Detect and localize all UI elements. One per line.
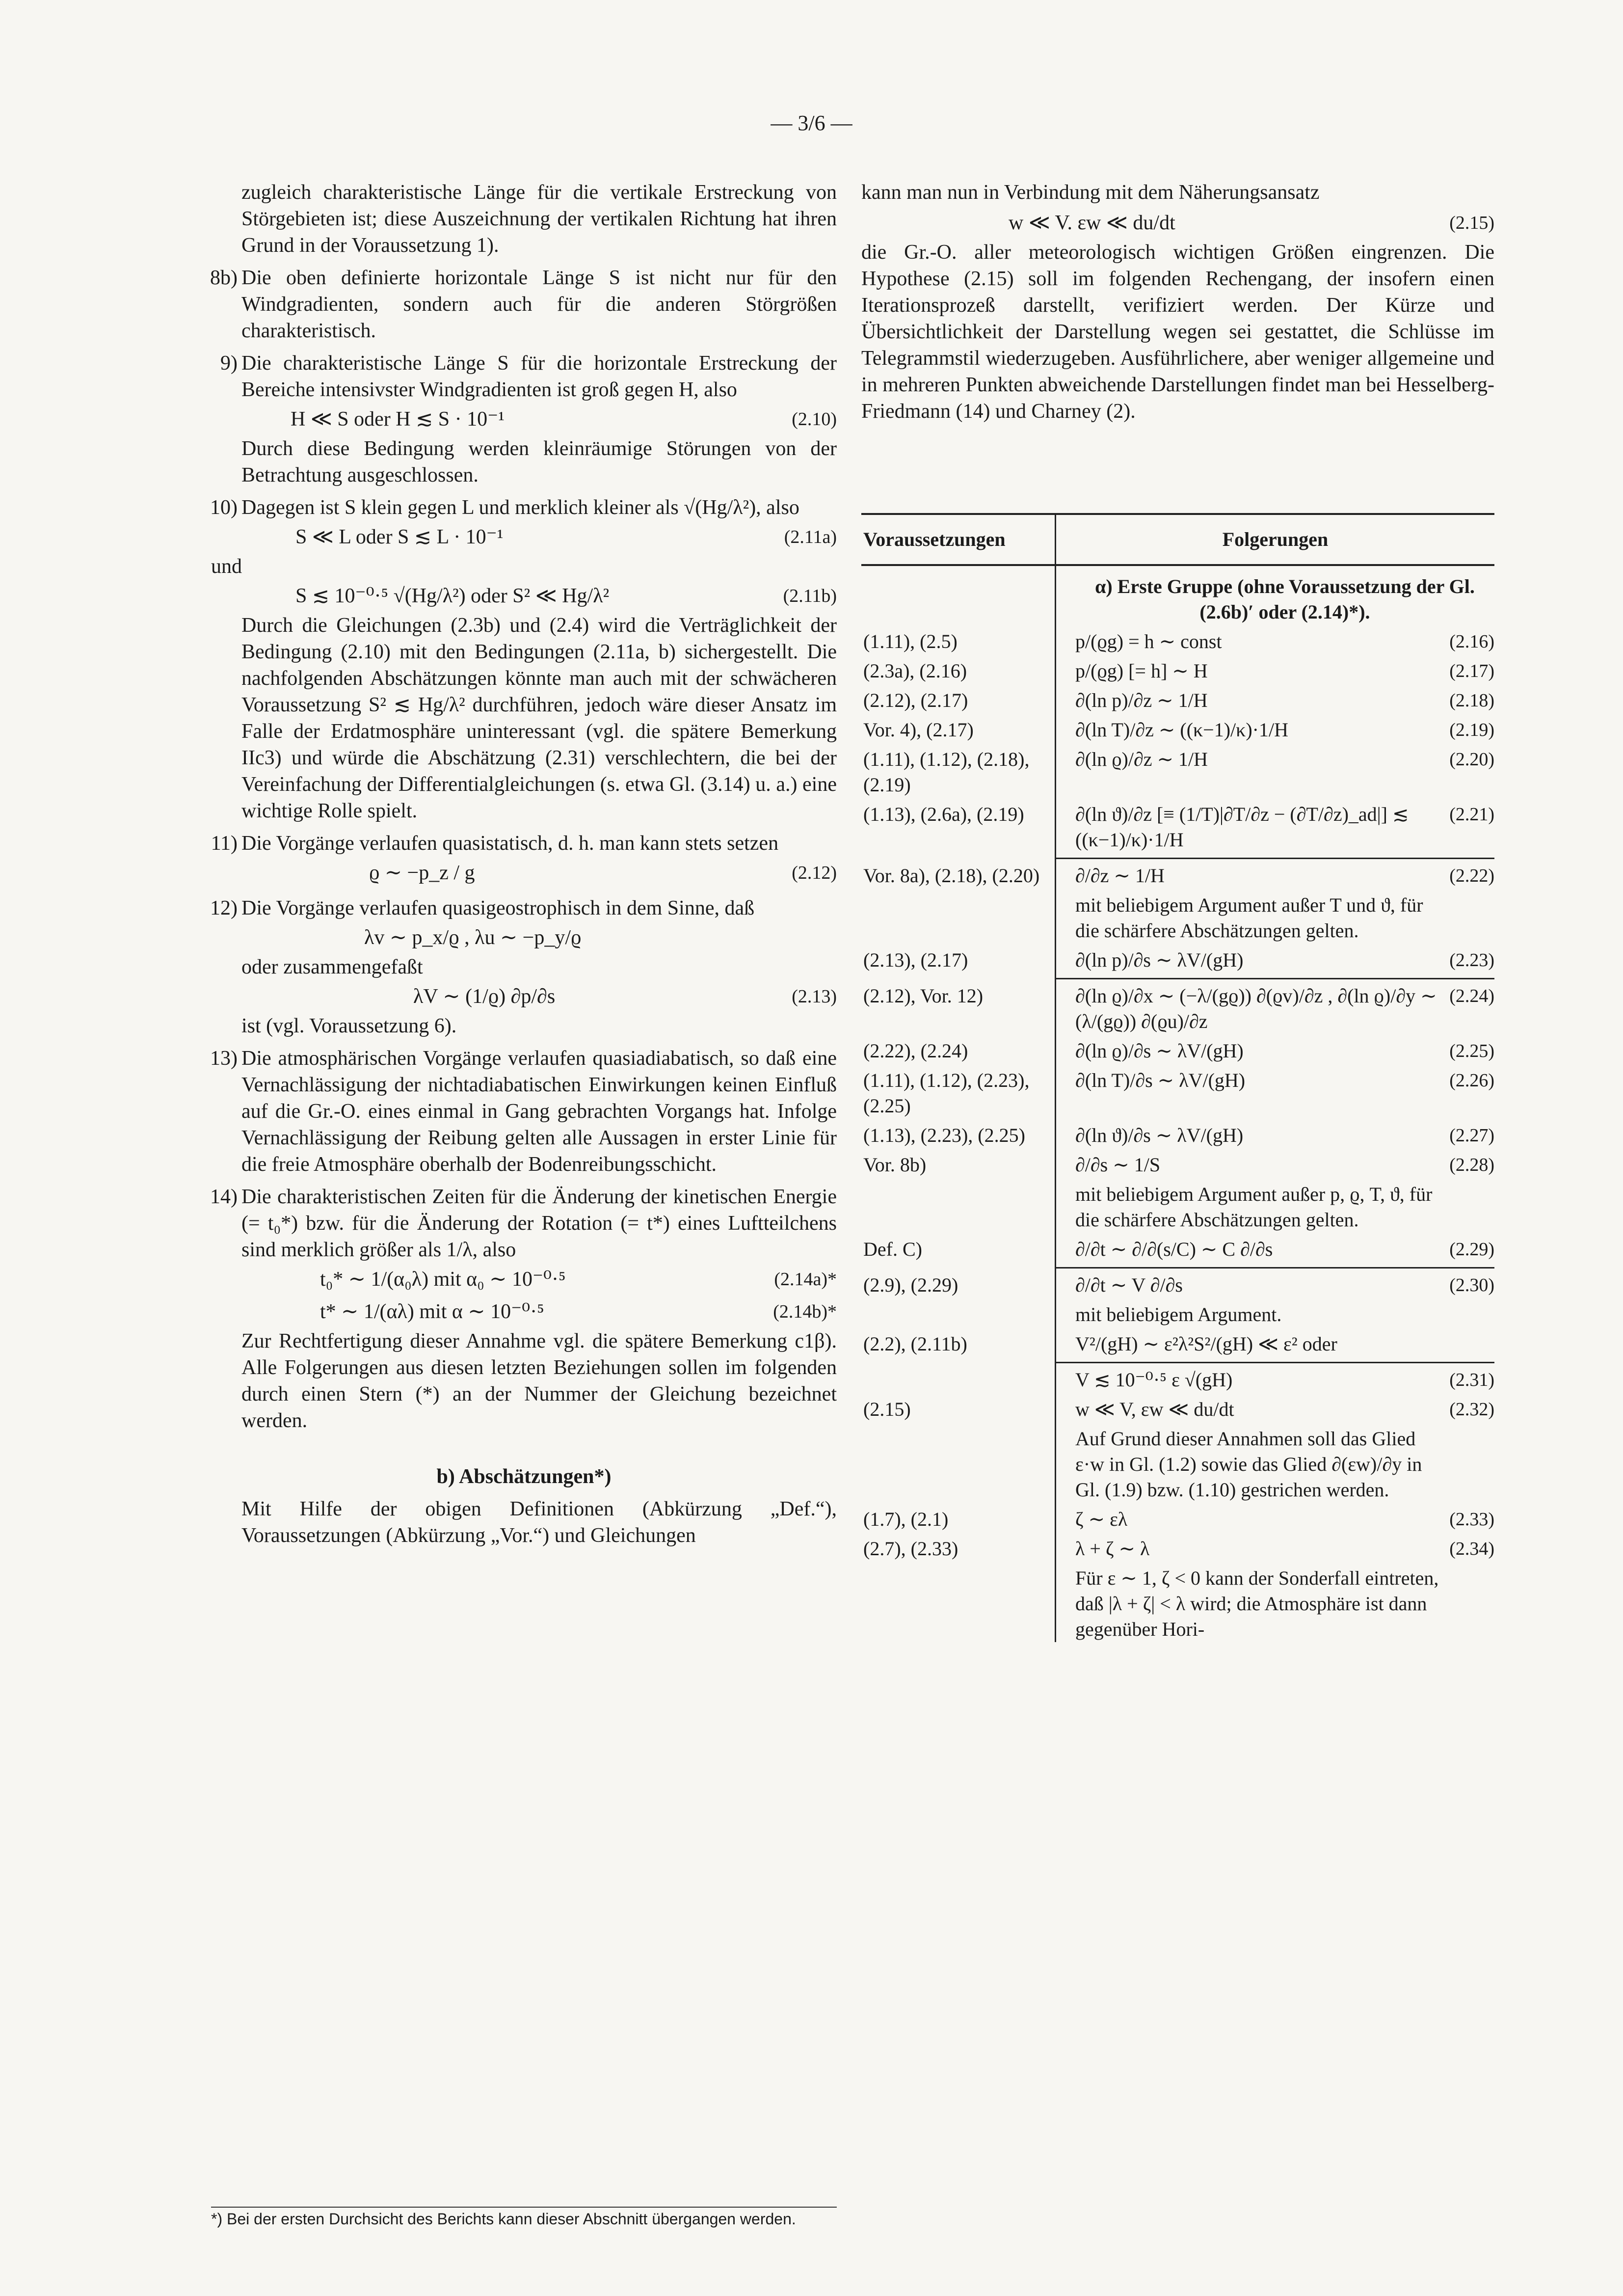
premise-cell: (2.9), (2.29) bbox=[863, 1274, 958, 1296]
equation-number: (2.24) bbox=[1449, 986, 1494, 1006]
equation-2-14b bbox=[241, 1296, 837, 1328]
equation-number: (2.23) bbox=[1449, 950, 1494, 971]
item-14 bbox=[211, 1184, 837, 1434]
conclusion-cell bbox=[1055, 1331, 1494, 1357]
item-number: 8b) bbox=[210, 267, 238, 289]
premise-cell bbox=[861, 1302, 1055, 1327]
table-row bbox=[861, 1397, 1494, 1422]
item-10 bbox=[211, 494, 837, 824]
equation-2-11b bbox=[241, 580, 837, 612]
equation-expression: S ≪ L oder S ≲ L · 10⁻¹ bbox=[295, 526, 504, 548]
section-heading: b) Abschätzungen*) bbox=[436, 1465, 612, 1488]
conclusion-cell bbox=[1055, 1426, 1494, 1503]
equation-number: (2.33) bbox=[1449, 1509, 1494, 1530]
table-row bbox=[861, 983, 1494, 1034]
table-row bbox=[861, 747, 1494, 798]
equation-number: (2.21) bbox=[1449, 804, 1494, 825]
conclusion-expression: V²/(gH) ∼ ε²λ²S²/(gH) ≪ ε² oder bbox=[1075, 1333, 1337, 1355]
equation-expression: λV ∼ (1/ϱ) ∂p/∂s bbox=[413, 985, 556, 1008]
item-number: 11) bbox=[211, 832, 238, 855]
conclusion-expression: ∂/∂t ∼ ∂/∂(s/C) ∼ C ∂/∂s bbox=[1075, 1238, 1273, 1260]
equation-number: (2.14a)* bbox=[774, 1269, 837, 1290]
equation-number: (2.31) bbox=[1449, 1370, 1494, 1390]
conclusion-expression: Auf Grund dieser Annahmen soll das Glied ε·w in Gl. (1.2) sowie das Glied ∂(εw)/∂y in Gl. (1.9) bzw. (1.10) gestrichen werden. bbox=[1075, 1428, 1422, 1501]
conclusion-expression: w ≪ V, εw ≪ du/dt bbox=[1075, 1398, 1234, 1420]
paragraph: kann man nun in Verbindung mit dem Näherungsansatz bbox=[861, 181, 1320, 204]
estimates-table bbox=[861, 513, 1494, 1642]
paragraph: die Gr.-O. aller meteorologisch wichtigen Größen eingrenzen. Die Hypothese (2.15) soll im folgenden Rechengang, der insofern einen Iterationsprozeß darstellt, verifiziert werden. Der Kürze und Übersichtlichkeit der Darstellung wegen sei gestattet, die Schlüsse im Telegrammstil wiederzugeben. Ausführlichere, aber weniger allgemeine und in mehreren Punkten abweichende Darstellungen findet man bei Hesselberg-Friedmann (14) und Charney (2). bbox=[861, 241, 1494, 423]
conclusion-expression: ∂(ln ϑ)/∂s ∼ λV/(gH) bbox=[1075, 1124, 1244, 1146]
conclusion-cell bbox=[1055, 1068, 1494, 1119]
equation-number: (2.20) bbox=[1449, 749, 1494, 770]
group-title: α) Erste Gruppe (ohne Voraussetzung der Gl. (2.6b)′ oder (2.14)*). bbox=[1095, 575, 1475, 623]
table-row bbox=[861, 1068, 1494, 1119]
item-13 bbox=[211, 1045, 837, 1178]
conclusion-expression: p/(ϱg) = h ∼ const bbox=[1075, 630, 1222, 652]
conclusion-expression: mit beliebigem Argument außer p, ϱ, T, ϑ, für die schärfere Abschätzungen gelten. bbox=[1075, 1183, 1433, 1231]
table-row-rule bbox=[1055, 978, 1494, 979]
premise-cell: (1.7), (2.1) bbox=[863, 1508, 949, 1530]
item-text: Die charakteristische Länge S für die horizontale Erstreckung der Bereiche intensivster Windgradienten ist groß gegen H, also bbox=[241, 352, 837, 401]
premise-cell: Vor. 4), (2.17) bbox=[863, 719, 974, 741]
equation-number: (2.10) bbox=[792, 409, 837, 430]
conclusion-expression: λ + ζ ∼ λ bbox=[1075, 1538, 1150, 1560]
premise-cell bbox=[861, 892, 1055, 944]
table-row-rule bbox=[1055, 1267, 1494, 1269]
conclusion-expression: ∂(ln p)/∂z ∼ 1/H bbox=[1075, 689, 1208, 711]
conclusion-expression: ∂/∂t ∼ V ∂/∂s bbox=[1075, 1274, 1183, 1296]
premise-cell: (1.13), (2.6a), (2.19) bbox=[863, 803, 1024, 825]
item-text: Die Vorgänge verlaufen quasigeostrophisch in dem Sinne, daß bbox=[241, 897, 755, 919]
conclusion-expression: Für ε ∼ 1, ζ < 0 kann der Sonderfall eintreten, daß |λ + ζ| < λ wird; die Atmosphäre ist dann gegenüber Hori- bbox=[1075, 1567, 1439, 1640]
conclusion-cell bbox=[1055, 1507, 1494, 1532]
premise-cell: (1.11), (2.5) bbox=[863, 630, 958, 652]
table-row bbox=[861, 1566, 1494, 1642]
conclusion-cell bbox=[1055, 1397, 1494, 1422]
section-paragraph: Mit Hilfe der obigen Definitionen (Abkürzung „Def.“), Voraussetzungen (Abkürzung „Vor.“) und Gleichungen bbox=[241, 1498, 837, 1547]
conclusion-cell bbox=[1055, 983, 1494, 1034]
premise-cell bbox=[861, 1367, 1055, 1393]
conclusion-expression: ∂/∂s ∼ 1/S bbox=[1075, 1154, 1161, 1176]
item-12 bbox=[211, 895, 837, 1039]
empty-cell bbox=[861, 574, 1055, 625]
equation-number: (2.28) bbox=[1449, 1155, 1494, 1175]
column-header-voraussetzungen: Voraussetzungen bbox=[861, 515, 1056, 564]
table-row bbox=[861, 629, 1494, 654]
equation-2-10 bbox=[241, 403, 837, 435]
item-number: 14) bbox=[210, 1186, 238, 1208]
item-9 bbox=[211, 350, 837, 488]
conclusion-expression: ∂(ln p)/∂s ∼ λV/(gH) bbox=[1075, 949, 1244, 971]
table-row bbox=[861, 947, 1494, 973]
conclusion-cell bbox=[1055, 1237, 1494, 1262]
equation-expression: ϱ ∼ −p_z / g bbox=[369, 862, 475, 884]
equation-expression: w ≪ V. εw ≪ du/dt bbox=[1009, 212, 1175, 234]
premise-cell: (2.7), (2.33) bbox=[863, 1538, 958, 1560]
premise-cell: (2.2), (2.11b) bbox=[863, 1333, 967, 1355]
item-number: 13) bbox=[210, 1047, 238, 1070]
premise-cell: (1.11), (1.12), (2.23), (2.25) bbox=[863, 1069, 1030, 1117]
intro-paragraph: zugleich charakteristische Länge für die vertikale Erstreckung von Störgebieten ist; diese Auszeichnung der vertikalen Richtung hat ihren Grund in der Voraussetzung 1). bbox=[241, 181, 837, 257]
equation-number: (2.22) bbox=[1449, 865, 1494, 886]
table-row bbox=[861, 1302, 1494, 1327]
table-row bbox=[861, 1038, 1494, 1064]
und-label: und bbox=[211, 555, 242, 578]
equation-expression: S ≲ 10⁻⁰·⁵ √(Hg/λ²) oder S² ≪ Hg/λ² bbox=[295, 585, 610, 607]
conclusion-cell bbox=[1055, 717, 1494, 743]
premise-cell: (2.12), (2.17) bbox=[863, 689, 968, 711]
conclusion-expression: ∂(ln ϑ)/∂z [≡ (1/T)|∂T/∂z − (∂T/∂z)_ad|] ≲ ((κ−1)/κ)·1/H bbox=[1075, 803, 1409, 851]
conclusion-cell bbox=[1055, 1152, 1494, 1178]
table-row-rule bbox=[1055, 1362, 1494, 1363]
conclusion-expression: mit beliebigem Argument außer T und ϑ, für die schärfere Abschätzungen gelten. bbox=[1075, 894, 1423, 942]
conclusion-cell bbox=[1055, 688, 1494, 713]
column-header-folgerungen: Folgerungen bbox=[1222, 528, 1329, 550]
item-text: Durch die Gleichungen (2.3b) und (2.4) wird die Verträglichkeit der Bedingung (2.10) mit den Bedingungen (2.11a, b) sichergestellt. Die nachfolgenden Abschätzungen könnte man auch mit der schwächeren Voraussetzung S² ≲ Hg/λ² durchführen, jedoch wäre dieser Ansatz im Falle der Erdatmosphäre uninteressant (vgl. die spätere Bemerkung IIc3) und würde die Abschätzung (2.31) verschlechtern, die bei der Vereinfachung der Differentialgleichungen (s. etwa Gl. (3.14) u. a.) eine wichtige Rolle spielt. bbox=[241, 614, 837, 822]
conclusion-expression: ζ ∼ ελ bbox=[1075, 1508, 1128, 1530]
equation-expression: t* ∼ 1/(αλ) mit α ∼ 10⁻⁰·⁵ bbox=[320, 1300, 544, 1323]
conclusion-expression: ∂/∂z ∼ 1/H bbox=[1075, 864, 1165, 887]
equation-2-12 bbox=[241, 857, 837, 889]
conclusion-cell bbox=[1055, 1038, 1494, 1064]
equation-2-14a bbox=[241, 1263, 837, 1296]
equation-number: (2.12) bbox=[792, 863, 837, 883]
table-row bbox=[861, 892, 1494, 944]
conclusion-cell bbox=[1055, 802, 1494, 853]
equation-number: (2.17) bbox=[1449, 661, 1494, 681]
item-text: Die oben definierte horizontale Länge S ist nicht nur für den Windgradienten, sondern auch für die anderen Störgrößen charakteristisch. bbox=[241, 267, 837, 342]
premise-cell bbox=[861, 1566, 1055, 1642]
table-row bbox=[861, 863, 1494, 889]
conclusion-cell bbox=[1055, 892, 1494, 944]
premise-cell: (2.13), (2.17) bbox=[863, 949, 968, 971]
table-row bbox=[861, 1507, 1494, 1532]
table-row bbox=[861, 1331, 1494, 1357]
conclusion-expression: ∂(ln ϱ)/∂x ∼ (−λ/(gϱ)) ∂(ϱv)/∂z , ∂(ln ϱ)/∂y ∼ (λ/(gϱ)) ∂(ϱu)/∂z bbox=[1075, 985, 1437, 1032]
equation-number: (2.18) bbox=[1449, 690, 1494, 711]
equation-number: (2.15) bbox=[1449, 213, 1494, 233]
premise-cell: (1.13), (2.23), (2.25) bbox=[863, 1124, 1025, 1146]
item-8b bbox=[211, 265, 837, 344]
item-text: Durch diese Bedingung werden kleinräumige Störungen von der Betrachtung ausgeschlossen. bbox=[241, 437, 837, 486]
table-row bbox=[861, 688, 1494, 713]
item-number: 12) bbox=[210, 897, 238, 919]
table-row bbox=[861, 658, 1494, 684]
page-number: — 3/6 — bbox=[771, 111, 852, 135]
table-row bbox=[861, 1237, 1494, 1262]
conclusion-cell bbox=[1055, 947, 1494, 973]
table-row bbox=[861, 717, 1494, 743]
equation-number: (2.30) bbox=[1449, 1275, 1494, 1296]
item-text: oder zusammengefaßt bbox=[241, 956, 423, 978]
conclusion-expression: ∂(ln T)/∂s ∼ λV/(gH) bbox=[1075, 1069, 1246, 1091]
equation-number: (2.29) bbox=[1449, 1239, 1494, 1260]
item-text: Die atmosphärischen Vorgänge verlaufen quasiadiabatisch, so daß eine Vernachlässigung der nichtadiabatischen Einwirkungen keinen Einfluß auf die Gr.-O. eines einmal in Gang gebrachten Vorgangs hat. Infolge Vernachlässigung der Reibung gelten alle Aussagen in erster Linie für die freie Atmosphäre oberhalb der Bodenreibungsschicht. bbox=[241, 1047, 837, 1176]
table-row bbox=[861, 1152, 1494, 1178]
premise-cell: Vor. 8b) bbox=[863, 1154, 927, 1176]
conclusion-cell bbox=[1055, 1367, 1494, 1393]
conclusion-cell bbox=[1055, 1123, 1494, 1148]
premise-cell: (2.12), Vor. 12) bbox=[863, 985, 984, 1007]
equation-number: (2.14b)* bbox=[773, 1301, 837, 1322]
conclusion-expression: mit beliebigem Argument. bbox=[1075, 1303, 1282, 1325]
conclusion-cell bbox=[1055, 1302, 1494, 1327]
equation-number: (2.25) bbox=[1449, 1041, 1494, 1061]
premise-cell: (1.11), (1.12), (2.18), (2.19) bbox=[863, 748, 1030, 796]
table-row bbox=[861, 1367, 1494, 1393]
conclusion-cell bbox=[1055, 658, 1494, 684]
equation-number: (2.19) bbox=[1449, 720, 1494, 740]
equation-expression: H ≪ S oder H ≲ S · 10⁻¹ bbox=[291, 408, 505, 431]
right-column bbox=[861, 179, 1494, 426]
conclusion-expression: ∂(ln ϱ)/∂z ∼ 1/H bbox=[1075, 748, 1208, 770]
table-header bbox=[861, 515, 1494, 566]
equation-number: (2.34) bbox=[1449, 1539, 1494, 1559]
equation-number: (2.11b) bbox=[783, 586, 837, 606]
item-text: Dagegen ist S klein gegen L und merklich kleiner als √(Hg/λ²), also bbox=[241, 496, 799, 519]
premise-cell: Vor. 8a), (2.18), (2.20) bbox=[863, 864, 1040, 887]
equation-expression: λv ∼ p_x/ϱ , λu ∼ −p_y/ϱ bbox=[364, 926, 582, 949]
conclusion-cell bbox=[1055, 1536, 1494, 1562]
equation-number: (2.26) bbox=[1449, 1070, 1494, 1091]
item-text: Die Vorgänge verlaufen quasistatisch, d. h. man kann stets setzen bbox=[241, 832, 779, 855]
conclusion-cell bbox=[1055, 1566, 1494, 1642]
equation-expression: t₀* ∼ 1/(α₀λ) mit α₀ ∼ 10⁻⁰·⁵ bbox=[320, 1268, 566, 1291]
conclusion-cell bbox=[1055, 863, 1494, 889]
conclusion-expression: ∂(ln ϱ)/∂s ∼ λV/(gH) bbox=[1075, 1040, 1244, 1062]
item-text: Zur Rechtfertigung dieser Annahme vgl. die spätere Bemerkung c1β). Alle Folgerungen aus diesen letzten Beziehungen sollen im folgenden durch einen Stern (*) an der Nummer der Gleichung bezeichnet werden. bbox=[241, 1330, 837, 1432]
table-row-rule bbox=[1055, 858, 1494, 859]
conclusion-expression: ∂(ln T)/∂z ∼ ((κ−1)/κ)·1/H bbox=[1075, 719, 1288, 741]
premise-cell: (2.22), (2.24) bbox=[863, 1040, 968, 1062]
equation-12-components bbox=[241, 921, 837, 954]
item-11 bbox=[211, 830, 837, 889]
premise-cell: Def. C) bbox=[863, 1238, 922, 1260]
footnote: *) Bei der ersten Durchsicht des Berichts kann dieser Abschnitt übergangen werden. bbox=[211, 2207, 837, 2228]
equation-number: (2.13) bbox=[792, 986, 837, 1007]
item-text: Die charakteristischen Zeiten für die Änderung der kinetischen Energie (= t₀*) bzw. für die Änderung der Rotation (= t*) eines Luftteilchens sind merklich größer als 1/λ, also bbox=[241, 1186, 837, 1261]
table-row bbox=[861, 1536, 1494, 1562]
conclusion-cell bbox=[1055, 1272, 1494, 1298]
equation-2-11a bbox=[241, 521, 837, 553]
equation-number: (2.16) bbox=[1449, 631, 1494, 652]
item-number: 10) bbox=[210, 496, 238, 519]
item-number: 9) bbox=[220, 352, 238, 375]
conclusion-cell bbox=[1055, 629, 1494, 654]
conclusion-cell bbox=[1055, 1182, 1494, 1233]
left-column bbox=[211, 179, 837, 1550]
table-body bbox=[861, 566, 1494, 1642]
table-row bbox=[861, 1272, 1494, 1298]
equation-number: (2.32) bbox=[1449, 1399, 1494, 1420]
equation-2-15 bbox=[861, 207, 1494, 239]
item-text: ist (vgl. Voraussetzung 6). bbox=[241, 1015, 457, 1037]
premise-cell bbox=[861, 1182, 1055, 1233]
conclusion-expression: p/(ϱg) [= h] ∼ H bbox=[1075, 660, 1208, 682]
premise-cell: (2.15) bbox=[863, 1398, 911, 1420]
premise-cell: (2.3a), (2.16) bbox=[863, 660, 967, 682]
table-row bbox=[861, 802, 1494, 853]
equation-number: (2.27) bbox=[1449, 1125, 1494, 1146]
conclusion-cell bbox=[1055, 747, 1494, 798]
table-row bbox=[861, 1182, 1494, 1233]
equation-2-13 bbox=[241, 980, 837, 1013]
table-row bbox=[861, 1123, 1494, 1148]
premise-cell bbox=[861, 1426, 1055, 1503]
group-title-row bbox=[861, 566, 1494, 625]
table-rows bbox=[861, 629, 1494, 1642]
conclusion-expression: V ≲ 10⁻⁰·⁵ ε √(gH) bbox=[1075, 1369, 1233, 1391]
table-row bbox=[861, 1426, 1494, 1503]
equation-number: (2.11a) bbox=[784, 527, 837, 547]
